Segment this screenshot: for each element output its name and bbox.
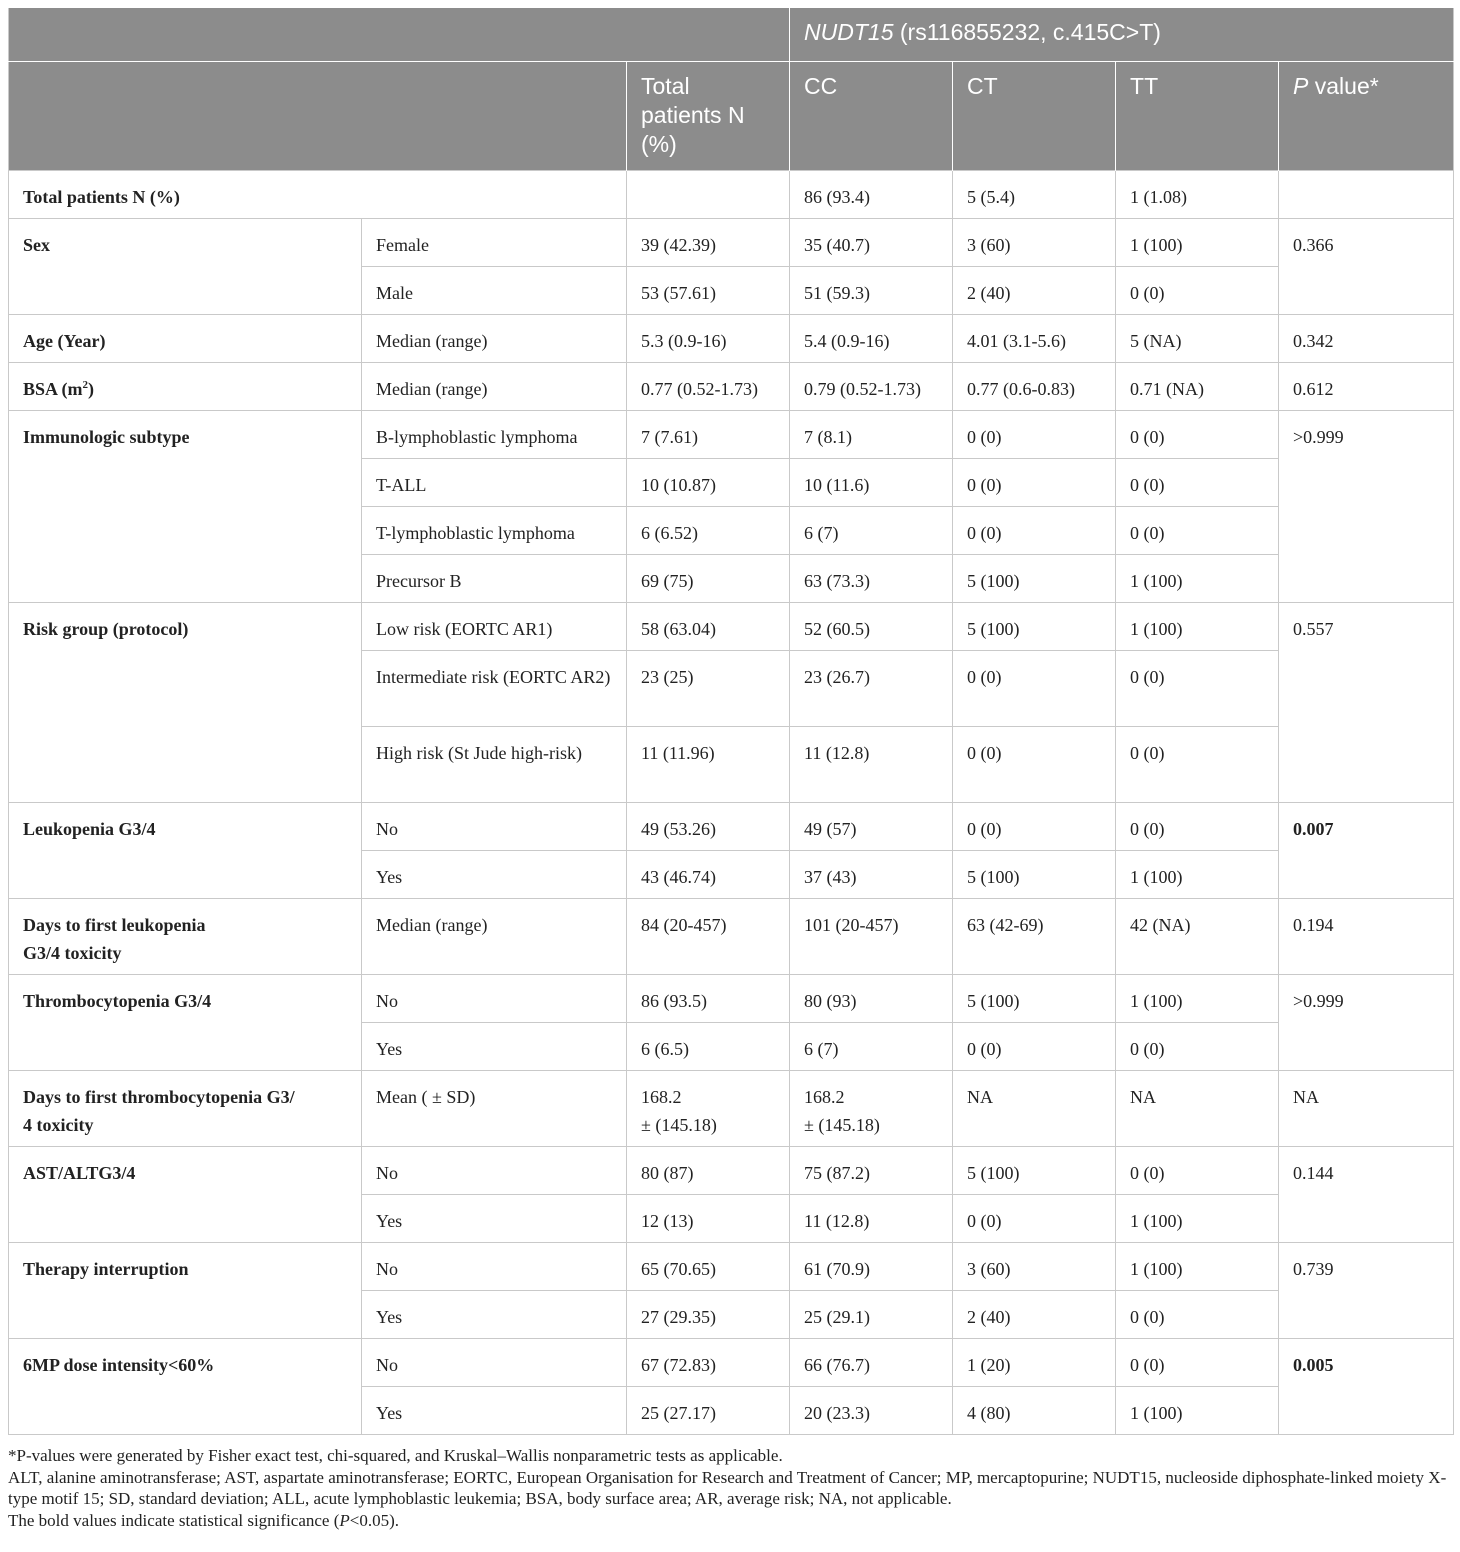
header-gene-group: NUDT15 (rs116855232, c.415C>T) xyxy=(790,8,1454,62)
table-row xyxy=(9,363,1454,411)
cell-ct: 1 (20) xyxy=(953,1339,1116,1387)
cell-ct: 0 (0) xyxy=(953,459,1116,507)
cell-ct: 5 (100) xyxy=(953,1147,1116,1195)
cell-p: NA xyxy=(1279,1071,1454,1147)
table-container xyxy=(8,8,1453,1531)
cell-tt: NA xyxy=(1116,1071,1279,1147)
cell-tt: 0 (0) xyxy=(1116,411,1279,459)
cell-total: 10 (10.87) xyxy=(627,459,790,507)
cell-total: 86 (93.5) xyxy=(627,975,790,1023)
cell-tt: 1 (100) xyxy=(1116,1243,1279,1291)
cell-sub: B-lymphoblastic lymphoma xyxy=(362,411,627,459)
cell-cc: 11 (12.8) xyxy=(790,727,953,803)
cell-ct: 0 (0) xyxy=(953,1195,1116,1243)
cell-sub: No xyxy=(362,803,627,851)
footnote-abbreviations: ALT, alanine aminotransferase; AST, aspartate aminotransferase; EORTC, European Organisation for Research and Treatment of Cancer; MP, mercaptopurine; NUDT15, nucleoside diphosphate-linked moiety X-type motif 15; SD, standard deviation; ALL, acute lymphoblastic leukemia; BSA, body surface area; AR, average risk; NA, not applicable. xyxy=(8,1467,1447,1508)
cell-p-significant: 0.007 xyxy=(1279,803,1454,899)
cell-total: 58 (63.04) xyxy=(627,603,790,651)
header-ct: CT xyxy=(953,62,1116,171)
row-label-sex: Sex xyxy=(9,219,362,315)
cell-ct: 63 (42-69) xyxy=(953,899,1116,975)
cell-cc: 101 (20-457) xyxy=(790,899,953,975)
cell-tt: 1 (100) xyxy=(1116,1387,1279,1435)
footnote-pvalue: *P-values were generated by Fisher exact test, chi-squared, and Kruskal–Wallis nonparametric tests as applicable. xyxy=(8,1446,783,1465)
cell-cc: 6 (7) xyxy=(790,507,953,555)
cell-tt: 0 (0) xyxy=(1116,651,1279,727)
cell-total: 7 (7.61) xyxy=(627,411,790,459)
cell-sub: Male xyxy=(362,267,627,315)
row-label-age: Age (Year) xyxy=(9,315,362,363)
row-label-risk: Risk group (protocol) xyxy=(9,603,362,803)
cell-total: 84 (20-457) xyxy=(627,899,790,975)
cell-tt: 0 (0) xyxy=(1116,507,1279,555)
cell-sub: No xyxy=(362,1147,627,1195)
cell-total: 168.2 ± (145.18) xyxy=(627,1071,790,1147)
cell-sub: Median (range) xyxy=(362,363,627,411)
table-row xyxy=(9,411,1454,459)
cell-ct: 4.01 (3.1-5.6) xyxy=(953,315,1116,363)
cell-ct: 2 (40) xyxy=(953,267,1116,315)
footnote-bold: The bold values indicate statistical significance (P<0.05). xyxy=(8,1510,400,1530)
cell-sub: Median (range) xyxy=(362,899,627,975)
cell-tt: 0.71 (NA) xyxy=(1116,363,1279,411)
cell-total: 53 (57.61) xyxy=(627,267,790,315)
cell-p-significant: 0.005 xyxy=(1279,1339,1454,1435)
cell-cc: 61 (70.9) xyxy=(790,1243,953,1291)
cell-tt: 0 (0) xyxy=(1116,803,1279,851)
cell-p: 0.612 xyxy=(1279,363,1454,411)
cell-tt: 1 (1.08) xyxy=(1116,171,1279,219)
cell-tt: 0 (0) xyxy=(1116,1339,1279,1387)
cell-ct: 3 (60) xyxy=(953,219,1116,267)
cell-sub: Mean ( ± SD) xyxy=(362,1071,627,1147)
cell-cc: 0.79 (0.52-1.73) xyxy=(790,363,953,411)
cell-tt: 1 (100) xyxy=(1116,555,1279,603)
row-label-thrombocytopenia: Thrombocytopenia G3/4 xyxy=(9,975,362,1071)
table-row xyxy=(9,1147,1454,1195)
row-label-leukopenia: Leukopenia G3/4 xyxy=(9,803,362,899)
cell-sub: Yes xyxy=(362,1291,627,1339)
cell-ct: 3 (60) xyxy=(953,1243,1116,1291)
row-label-days-thrombocytopenia: Days to first thrombocytopenia G3/ 4 toxicity xyxy=(9,1071,362,1147)
cell-sub: Median (range) xyxy=(362,315,627,363)
cell-p: 0.739 xyxy=(1279,1243,1454,1339)
cell-sub: Yes xyxy=(362,1195,627,1243)
cell-tt: 0 (0) xyxy=(1116,267,1279,315)
cell-total: 80 (87) xyxy=(627,1147,790,1195)
cell-ct: 5 (5.4) xyxy=(953,171,1116,219)
cell-p: 0.144 xyxy=(1279,1147,1454,1243)
cell-sub: High risk (St Jude high-risk) xyxy=(362,727,627,803)
cell-total: 67 (72.83) xyxy=(627,1339,790,1387)
cell-p: 0.194 xyxy=(1279,899,1454,975)
header-blank-2 xyxy=(9,62,627,171)
cell-total: 69 (75) xyxy=(627,555,790,603)
cell-total: 6 (6.52) xyxy=(627,507,790,555)
table-row xyxy=(9,315,1454,363)
cell-tt: 0 (0) xyxy=(1116,727,1279,803)
cell-sub: Low risk (EORTC AR1) xyxy=(362,603,627,651)
cell-total: 23 (25) xyxy=(627,651,790,727)
cell-cc: 11 (12.8) xyxy=(790,1195,953,1243)
cell-total: 49 (53.26) xyxy=(627,803,790,851)
row-label-therapy-interruption: Therapy interruption xyxy=(9,1243,362,1339)
cell-p: 0.342 xyxy=(1279,315,1454,363)
cell-ct: 0 (0) xyxy=(953,727,1116,803)
cell-ct: 5 (100) xyxy=(953,603,1116,651)
table-row xyxy=(9,1071,1454,1147)
row-label-6mp-dose: 6MP dose intensity<60% xyxy=(9,1339,362,1435)
cell-cc: 80 (93) xyxy=(790,975,953,1023)
cell-sub: Yes xyxy=(362,1023,627,1071)
cell-p xyxy=(1279,171,1454,219)
cell-cc: 35 (40.7) xyxy=(790,219,953,267)
table-header xyxy=(9,8,1454,171)
cell-total: 65 (70.65) xyxy=(627,1243,790,1291)
cell-tt: 1 (100) xyxy=(1116,851,1279,899)
cell-ct: 0 (0) xyxy=(953,1023,1116,1071)
table-row xyxy=(9,219,1454,267)
cell-ct: 0 (0) xyxy=(953,803,1116,851)
row-label-total: Total patients N (%) xyxy=(9,171,627,219)
header-blank xyxy=(9,8,790,62)
header-tt: TT xyxy=(1116,62,1279,171)
cell-cc: 75 (87.2) xyxy=(790,1147,953,1195)
cell-total: 39 (42.39) xyxy=(627,219,790,267)
cell-sub: No xyxy=(362,1339,627,1387)
cell-total xyxy=(627,171,790,219)
cell-cc: 86 (93.4) xyxy=(790,171,953,219)
cell-sub: No xyxy=(362,1243,627,1291)
cell-tt: 1 (100) xyxy=(1116,603,1279,651)
table-row xyxy=(9,803,1454,851)
cell-sub: T-ALL xyxy=(362,459,627,507)
row-label-bsa: BSA $(m^2)$ xyxy=(9,363,362,411)
genotype-table xyxy=(8,8,1454,1435)
cell-tt: 1 (100) xyxy=(1116,975,1279,1023)
cell-cc: 23 (26.7) xyxy=(790,651,953,727)
cell-tt: 42 (NA) xyxy=(1116,899,1279,975)
cell-total: 6 (6.5) xyxy=(627,1023,790,1071)
cell-p: 0.557 xyxy=(1279,603,1454,803)
cell-sub: No xyxy=(362,975,627,1023)
cell-ct: 5 (100) xyxy=(953,851,1116,899)
cell-tt: 1 (100) xyxy=(1116,1195,1279,1243)
cell-cc: 10 (11.6) xyxy=(790,459,953,507)
cell-tt: 5 (NA) xyxy=(1116,315,1279,363)
row-label-immuno: Immunologic subtype xyxy=(9,411,362,603)
table-row xyxy=(9,1339,1454,1387)
cell-total: 25 (27.17) xyxy=(627,1387,790,1435)
cell-sub: Intermediate risk (EORTC AR2) xyxy=(362,651,627,727)
cell-tt: 0 (0) xyxy=(1116,1291,1279,1339)
cell-sub: Precursor B xyxy=(362,555,627,603)
cell-p: >0.999 xyxy=(1279,411,1454,603)
cell-cc: 49 (57) xyxy=(790,803,953,851)
cell-ct: 5 (100) xyxy=(953,975,1116,1023)
row-label-ast-alt: AST/ALTG3/4 xyxy=(9,1147,362,1243)
cell-tt: 0 (0) xyxy=(1116,1023,1279,1071)
cell-ct: NA xyxy=(953,1071,1116,1147)
cell-tt: 1 (100) xyxy=(1116,219,1279,267)
cell-total: 11 (11.96) xyxy=(627,727,790,803)
table-row xyxy=(9,171,1454,219)
cell-sub: T-lymphoblastic lymphoma xyxy=(362,507,627,555)
cell-cc: 6 (7) xyxy=(790,1023,953,1071)
cell-cc: 63 (73.3) xyxy=(790,555,953,603)
row-label-days-leukopenia: Days to first leukopenia G3/4 toxicity xyxy=(9,899,362,975)
table-row xyxy=(9,1243,1454,1291)
header-cc: CC xyxy=(790,62,953,171)
header-pvalue: P value* xyxy=(1279,62,1454,171)
cell-tt: 0 (0) xyxy=(1116,459,1279,507)
cell-p: 0.366 xyxy=(1279,219,1454,315)
cell-cc: 5.4 (0.9-16) xyxy=(790,315,953,363)
cell-cc: 51 (59.3) xyxy=(790,267,953,315)
cell-total: 5.3 (0.9-16) xyxy=(627,315,790,363)
cell-cc: 66 (76.7) xyxy=(790,1339,953,1387)
cell-p: >0.999 xyxy=(1279,975,1454,1071)
cell-total: 43 (46.74) xyxy=(627,851,790,899)
cell-ct: 4 (80) xyxy=(953,1387,1116,1435)
cell-cc: 20 (23.3) xyxy=(790,1387,953,1435)
cell-total: 12 (13) xyxy=(627,1195,790,1243)
cell-ct: 0 (0) xyxy=(953,411,1116,459)
cell-ct: 0 (0) xyxy=(953,651,1116,727)
cell-cc: 25 (29.1) xyxy=(790,1291,953,1339)
cell-ct: 0 (0) xyxy=(953,507,1116,555)
table-row xyxy=(9,899,1454,975)
cell-sub: Female xyxy=(362,219,627,267)
cell-sub: Yes xyxy=(362,1387,627,1435)
cell-cc: 7 (8.1) xyxy=(790,411,953,459)
cell-total: 0.77 (0.52-1.73) xyxy=(627,363,790,411)
table-row xyxy=(9,975,1454,1023)
table-row xyxy=(9,603,1454,651)
table-body xyxy=(9,171,1454,1435)
cell-cc: 52 (60.5) xyxy=(790,603,953,651)
cell-sub: Yes xyxy=(362,851,627,899)
cell-tt: 0 (0) xyxy=(1116,1147,1279,1195)
cell-total: 27 (29.35) xyxy=(627,1291,790,1339)
header-total: Total patients N (%) xyxy=(627,62,790,171)
cell-cc: 37 (43) xyxy=(790,851,953,899)
table-footnotes xyxy=(8,1445,1453,1531)
cell-ct: 5 (100) xyxy=(953,555,1116,603)
cell-cc: 168.2 ± (145.18) xyxy=(790,1071,953,1147)
cell-ct: 2 (40) xyxy=(953,1291,1116,1339)
cell-ct: 0.77 (0.6-0.83) xyxy=(953,363,1116,411)
